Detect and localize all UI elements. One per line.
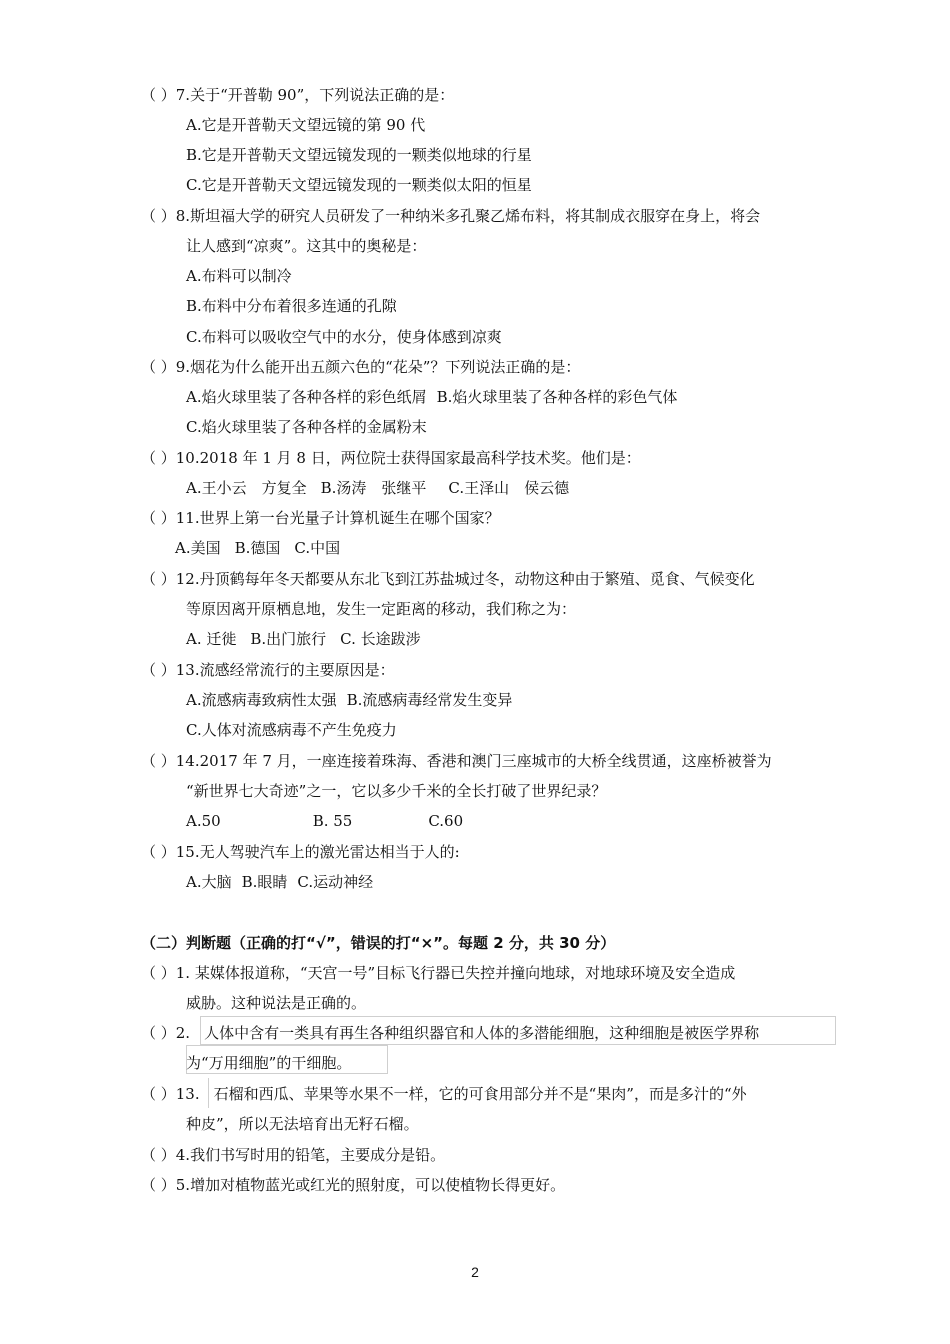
question-15-stem: （ ）15.无人驾驶汽车上的激光雷达相当于人的: (141, 843, 460, 861)
judgement-2-line2: 为“万用细胞”的干细胞。 (186, 1054, 352, 1072)
question-7-option-a: A.它是开普勒天文望远镜的第 90 代 (186, 116, 426, 134)
question-9-option-b: B.焰火球里装了各种各样的彩色气体 (436, 388, 678, 406)
question-12-stem-line2: 等原因离开原栖息地，发生一定距离的移动，我们称之为： (186, 600, 577, 618)
question-13-option-a: A.流感病毒致病性太强 (186, 691, 337, 709)
question-7-option-b: B.它是开普勒天文望远镜发现的一颗类似地球的行星 (186, 146, 532, 164)
question-12-option-b: B.出门旅行 (250, 630, 327, 648)
question-12-stem-line1: （ ）12.丹顶鹤每年冬天都要从东北飞到江苏盐城过冬，动物这种由于繁殖、觅食、气候变化 (141, 570, 755, 588)
question-10-option-c: C.王泽山 侯云德 (448, 479, 570, 497)
question-7-option-c: C.它是开普勒天文望远镜发现的一颗类似太阳的恒星 (186, 176, 532, 194)
question-12-options (186, 628, 421, 650)
section-2-heading: （二）判断题（正确的打“√”，错误的打“×”。每题 2 分，共 30 分） (141, 934, 616, 952)
question-13-options-ab (186, 689, 512, 711)
question-13-option-c: C.人体对流感病毒不产生免疫力 (186, 721, 397, 739)
judgement-1-line1: （ ）1. 某媒体报道称，“天宫一号”目标飞行器已失控并撞向地球，对地球环境及安全造成 (141, 964, 736, 982)
question-9-option-a: A.焰火球里装了各种各样的彩色纸屑 (186, 388, 427, 406)
question-7-stem: （ ）7.关于“开普勒 90”，下列说法正确的是： (141, 86, 455, 104)
question-15-options (186, 871, 373, 893)
judgement-3-line1 (141, 1083, 747, 1105)
judgement-4-line: （ ）4.我们书写时用的铅笔，主要成分是铅。 (141, 1146, 446, 1164)
judgement-2-line1 (141, 1022, 759, 1044)
question-14-option-b: B. 55 (312, 812, 353, 830)
question-10-options (186, 477, 569, 499)
judgement-3-text: 石榴和西瓜、苹果等水果不一样，它的可食用部分并不是“果肉”，而是多汁的“外 (213, 1085, 747, 1103)
question-10-option-b: B.汤涛 张继平 (320, 479, 427, 497)
question-11-stem: （ ）11.世界上第一台光量子计算机诞生在哪个国家？ (141, 509, 500, 527)
question-11-option-c: C.中国 (294, 539, 341, 557)
judgement-3-number: （ ）13. (141, 1085, 200, 1103)
question-12-option-c: C. 长途跋涉 (340, 630, 421, 648)
question-15-option-b: B.眼睛 (241, 873, 288, 891)
question-8-option-a: A.布料可以制冷 (186, 267, 292, 285)
judgement-2-number: （ ）2. (141, 1024, 191, 1042)
question-11-options (175, 537, 340, 559)
question-15-option-c: C.运动神经 (297, 873, 374, 891)
question-11-option-a: A.美国 (175, 539, 221, 557)
question-12-option-a: A. 迁徙 (186, 630, 237, 648)
question-10-stem: （ ）10.2018 年 1 月 8 日，两位院士获得国家最高科学技术奖。他们是： (141, 449, 641, 467)
question-8-stem-line2: 让人感到“凉爽”。这其中的奥秘是： (186, 237, 427, 255)
question-13-stem: （ ）13.流感经常流行的主要原因是： (141, 661, 395, 679)
judgement-3-line2: 种皮”，所以无法培育出无籽石榴。 (186, 1115, 419, 1133)
judgement-1-line2: 威胁。这种说法是正确的。 (186, 994, 367, 1012)
question-8-option-c: C.布料可以吸收空气中的水分，使身体感到凉爽 (186, 328, 502, 346)
question-9-option-c: C.焰火球里装了各种各样的金属粉末 (186, 418, 427, 436)
judgement-5-line: （ ）5.增加对植物蓝光或红光的照射度，可以使植物长得更好。 (141, 1176, 566, 1194)
question-10-option-a: A.王小云 方复全 (186, 479, 307, 497)
question-14-options (186, 810, 463, 832)
question-14-option-a: A.50 (186, 812, 221, 830)
question-15-option-a: A.大脑 (186, 873, 232, 891)
question-14-option-c: C.60 (428, 812, 464, 830)
question-8-option-b: B.布料中分布着很多连通的孔隙 (186, 297, 397, 315)
question-9-options-ab (186, 386, 677, 408)
question-14-stem-line1: （ ）14.2017 年 7 月，一座连接着珠海、香港和澳门三座城市的大桥全线贯通，这座桥被誉为 (141, 752, 772, 770)
question-14-stem-line2: “新世界七大奇迹”之一，它以多少千米的全长打破了世界纪录？ (186, 782, 607, 800)
question-13-option-b: B.流感病毒经常发生变异 (346, 691, 513, 709)
judgement-2-text: 人体中含有一类具有再生各种组织器官和人体的多潜能细胞，这种细胞是被医学界称 (204, 1024, 760, 1042)
question-8-stem-line1: （ ）8.斯坦福大学的研究人员研发了一种纳米多孔聚乙烯布料，将其制成衣服穿在身上，将会 (141, 207, 761, 225)
page-number: 2 (471, 1264, 479, 1280)
question-9-stem: （ ）9.烟花为什么能开出五颜六色的“花朵”？下列说法正确的是： (141, 358, 581, 376)
question-11-option-b: B.德国 (234, 539, 281, 557)
